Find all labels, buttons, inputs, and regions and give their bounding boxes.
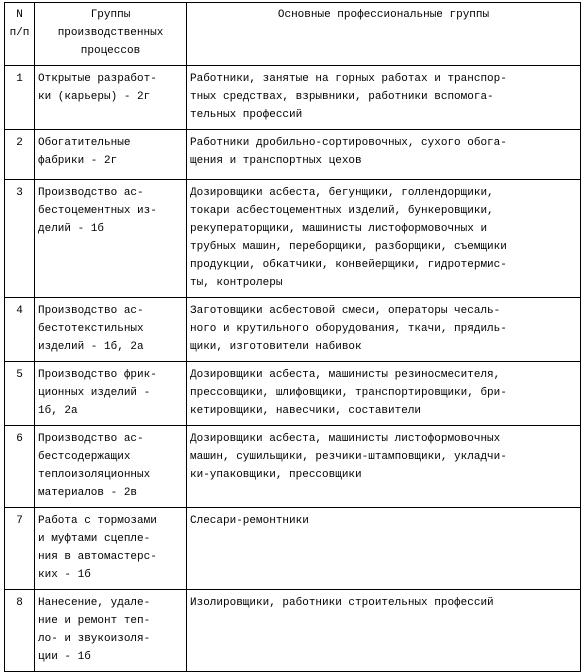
table-row bbox=[5, 66, 581, 130]
header-process-group: Группы производственных процессов bbox=[35, 3, 187, 66]
table-row bbox=[5, 180, 581, 298]
row-process-group: Производство ас- бестотекстильных изделий - 1б, 2а bbox=[35, 298, 187, 362]
row-process-group: Работа с тормозами и муфтами сцепле- ния в автомастерс- ких - 1б bbox=[35, 508, 187, 590]
table-row bbox=[5, 508, 581, 590]
header-profession-groups: Основные профессиональные группы bbox=[187, 3, 581, 66]
table-header-row bbox=[5, 3, 581, 66]
row-professions: Дозировщики асбеста, машинисты листоформовочных машин, сушильщики, резчики-штамповщики, укладчи- ки-упаковщики, прессовщики bbox=[187, 426, 581, 508]
row-number: 8 bbox=[5, 590, 35, 672]
row-number: 6 bbox=[5, 426, 35, 508]
row-professions: Дозировщики асбеста, бегунщики, голлендорщики, токари асбестоцементных изделий, бункеровщики, рекуператорщики, машинисты листоформовочных и трубных машин, переборщики, разборщики, съемщики продукции, обкатчики, конвейерщики, гидротермис- ты, контролеры bbox=[187, 180, 581, 298]
row-number: 1 bbox=[5, 66, 35, 130]
table-row bbox=[5, 130, 581, 180]
row-process-group: Обогатительные фабрики - 2г bbox=[35, 130, 187, 180]
header-number: N п/п bbox=[5, 3, 35, 66]
row-process-group: Производство ас- бестсодержащих теплоизоляционных материалов - 2в bbox=[35, 426, 187, 508]
row-number: 4 bbox=[5, 298, 35, 362]
row-number: 2 bbox=[5, 130, 35, 180]
row-professions: Работники, занятые на горных работах и транспор- тных средствах, взрывники, работники вспомога- тельных профессий bbox=[187, 66, 581, 130]
row-process-group: Открытые разработ- ки (карьеры) - 2г bbox=[35, 66, 187, 130]
row-professions: Слесари-ремонтники bbox=[187, 508, 581, 590]
table-row bbox=[5, 298, 581, 362]
row-process-group: Нанесение, удале- ние и ремонт теп- ло- и звукоизоля- ции - 1б bbox=[35, 590, 187, 672]
row-professions: Изолировщики, работники строительных профессий bbox=[187, 590, 581, 672]
row-professions: Дозировщики асбеста, машинисты резиносмесителя, прессовщики, шлифовщики, транспортировщики, бри- кетировщики, навесчики, составители bbox=[187, 362, 581, 426]
table-row bbox=[5, 590, 581, 672]
row-professions: Работники дробильно-сортировочных, сухого обога- щения и транспортных цехов bbox=[187, 130, 581, 180]
professions-table bbox=[4, 2, 581, 672]
row-professions: Заготовщики асбестовой смеси, операторы чесаль- ного и крутильного оборудования, ткачи, прядиль- щики, изготовители набивок bbox=[187, 298, 581, 362]
table-row bbox=[5, 362, 581, 426]
row-process-group: Производство фрик- ционных изделий - 1б, 2а bbox=[35, 362, 187, 426]
row-process-group: Производство ас- бестоцементных из- делий - 1б bbox=[35, 180, 187, 298]
table-row bbox=[5, 426, 581, 508]
row-number: 3 bbox=[5, 180, 35, 298]
row-number: 7 bbox=[5, 508, 35, 590]
row-number: 5 bbox=[5, 362, 35, 426]
